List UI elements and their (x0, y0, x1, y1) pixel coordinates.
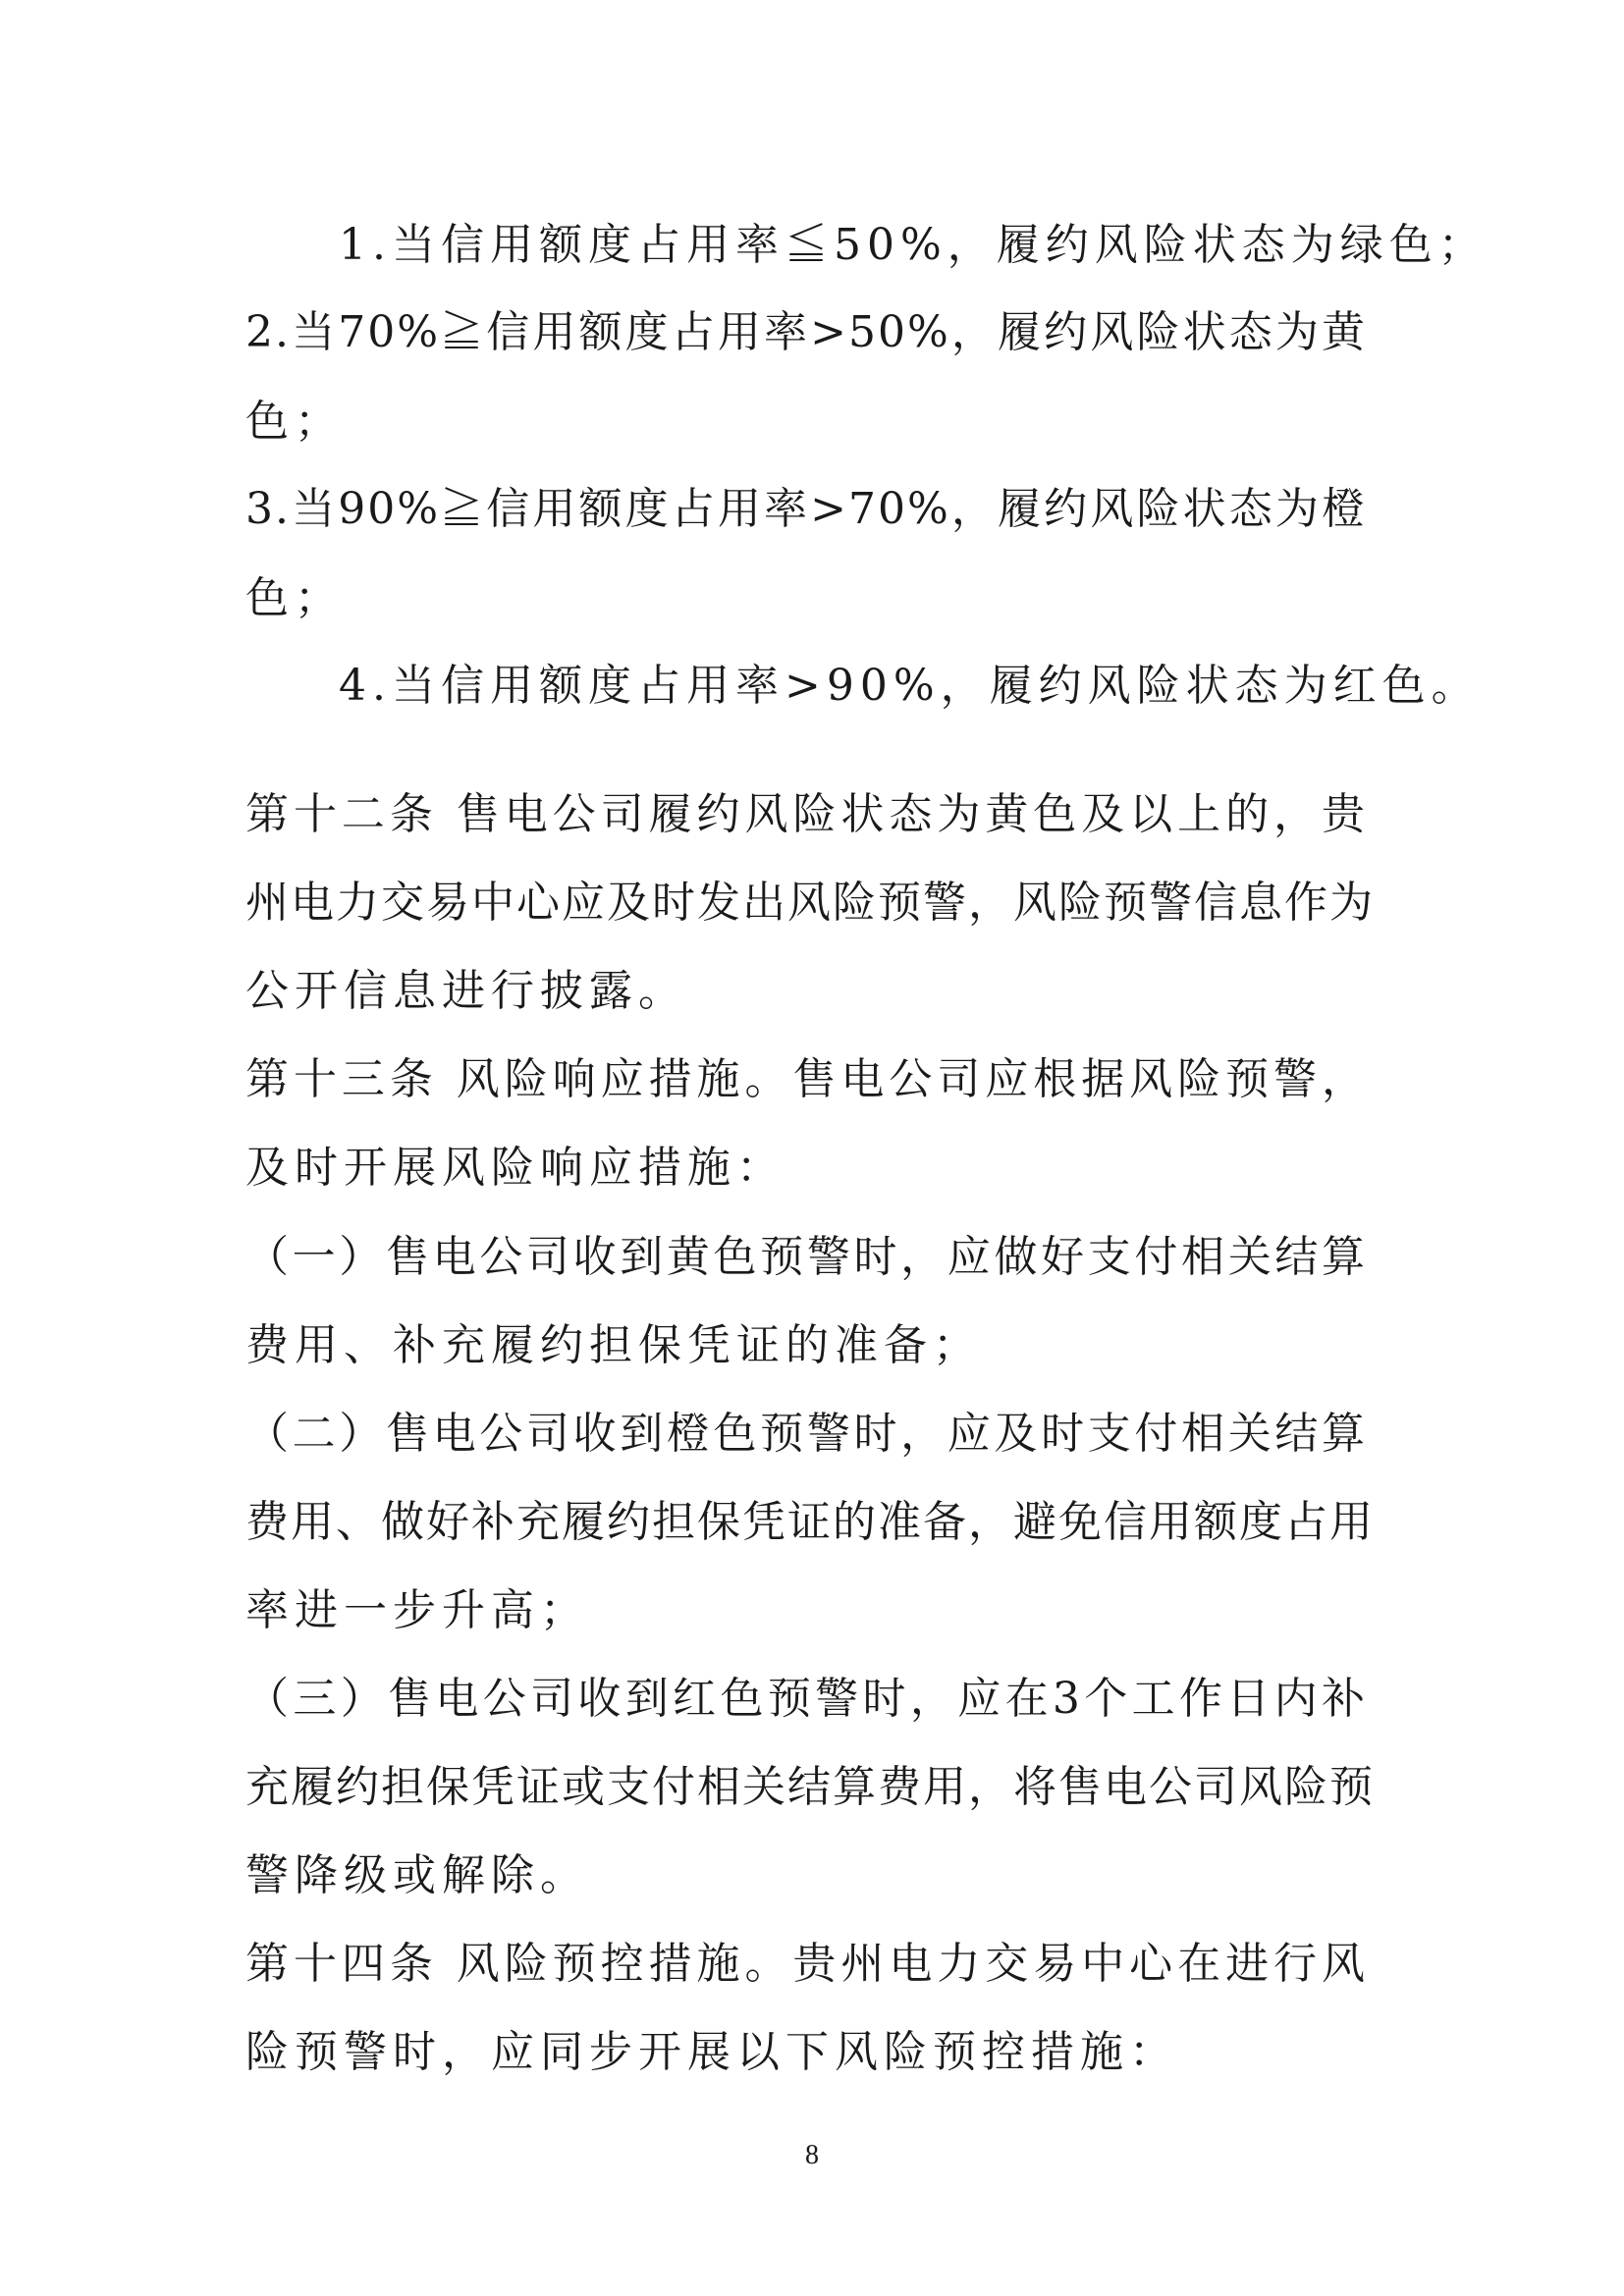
article-13-line-2: 及时开展风险响应措施： (245, 1143, 785, 1193)
response-item-3-line-3: 警降级或解除。 (245, 1850, 589, 1900)
article-13-line-1: 第十三条 风险响应措施。售电公司应根据风险预警， (245, 1054, 1367, 1104)
article-12-line-3: 公开信息进行披露。 (245, 966, 687, 1016)
article-12-line-1: 第十二条 售电公司履约风险状态为黄色及以上的，贵 (245, 789, 1367, 839)
credit-level-2-continuation: 色； (245, 397, 344, 447)
credit-level-3-line: 3.当90%≧信用额度占用率>70%，履约风险状态为橙 (245, 484, 1367, 534)
article-14-line-2: 险预警时，应同步开展以下风险预控措施： (245, 2027, 1178, 2077)
article-12-line-2: 州电力交易中心应及时发出风险预警，风险预警信息作为 (245, 878, 1375, 928)
credit-level-4-line: 4.当信用额度占用率>90%，履约风险状态为红色。 (339, 661, 1481, 711)
response-item-2-line-3: 率进一步升高； (245, 1585, 589, 1635)
page-number: 8 (805, 2140, 819, 2170)
response-item-2-line-2: 费用、做好补充履约担保凭证的准备，避免信用额度占用 (245, 1497, 1375, 1547)
article-14-line-1: 第十四条 风险预控措施。贵州电力交易中心在进行风 (245, 1939, 1367, 1989)
credit-level-3-continuation: 色； (245, 573, 344, 623)
credit-level-2-line: 2.当70%≧信用额度占用率>50%，履约风险状态为黄 (245, 307, 1367, 357)
credit-level-1-line: 1.当信用额度占用率≦50%，履约风险状态为绿色； (339, 220, 1488, 270)
response-item-1-line-2: 费用、补充履约担保凭证的准备； (245, 1320, 982, 1370)
response-item-3-line-2: 充履约担保凭证或支付相关结算费用，将售电公司风险预 (245, 1762, 1375, 1812)
response-item-3-line-1: （三）售电公司收到红色预警时，应在3个工作日内补 (245, 1674, 1367, 1724)
response-item-2-line-1: （二）售电公司收到橙色预警时，应及时支付相关结算 (245, 1409, 1367, 1459)
response-item-1-line-1: （一）售电公司收到黄色预警时，应做好支付相关结算 (245, 1232, 1367, 1282)
